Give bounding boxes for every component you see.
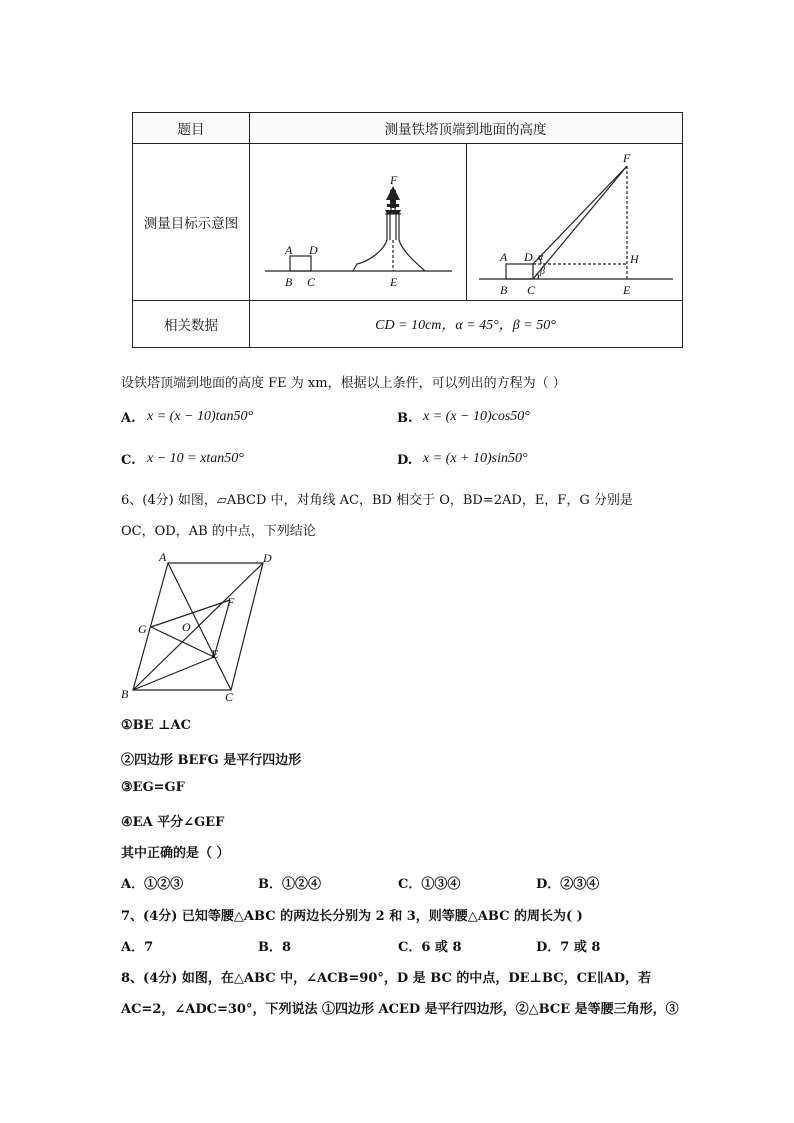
q8-line2: AC=2，∠ADC=30°，下列说法 ①四边形 ACED 是平行四边形，②△BCE 是等腰三角形，③: [121, 1002, 679, 1017]
q5-option-c: x − 10 = xtan50°: [147, 451, 244, 466]
q6-line2: OC，OD，AB 的中点，下列结论: [121, 524, 316, 539]
fig2-label-C: C: [527, 283, 536, 297]
q6-option-a: A．①②③: [121, 877, 184, 892]
q6-statement-1: ①BE ⊥AC: [121, 718, 191, 733]
q7-option-d: D．7 或 8: [536, 940, 601, 955]
fig1-label-C: C: [307, 275, 316, 289]
fig-label-A: A: [159, 550, 167, 564]
table-header-row: [133, 113, 682, 144]
fig2-label-alpha: α: [538, 252, 544, 263]
q5-stem: 设铁塔顶端到地面的高度 FE 为 xm，根据以上条件，可以列出的方程为（ ）: [121, 376, 566, 391]
tower-sketch-figure: [249, 144, 466, 301]
fig-label-B: B: [121, 687, 129, 701]
fig1-label-E: E: [390, 275, 398, 289]
fig-label-C: C: [225, 690, 234, 704]
fig1-label-F: F: [390, 173, 398, 187]
measurement-table: [132, 112, 683, 348]
q7-stem: 7、(4分) 已知等腰△ABC 的两边长分别为 2 和 3，则等腰△ABC 的周长为( ): [121, 909, 583, 924]
fig2-label-E: E: [623, 283, 631, 297]
q5-option-a-label: A.: [121, 411, 136, 426]
fig-label-D: D: [263, 551, 272, 565]
q7-option-a: A．7: [121, 940, 154, 955]
q6-ask: 其中正确的是（ ）: [121, 846, 230, 861]
q5-option-d: x = (x + 10)sin50°: [423, 451, 528, 466]
fig-label-O: O: [182, 620, 191, 634]
q5-option-d-label: D.: [397, 453, 413, 468]
fig-label-G: G: [138, 622, 147, 636]
data-label-cell: 相关数据: [133, 301, 250, 347]
table-diagram-row: [133, 144, 682, 301]
q7-option-c: C．6 或 8: [398, 940, 462, 955]
q8-line1: 8、(4分) 如图，在△ABC 中，∠ACB=90°，D 是 BC 的中点，DE⊥BC，CE∥AD，若: [121, 971, 652, 986]
data-value-cell: CD = 10cm，α = 45°，β = 50°: [375, 318, 556, 333]
table-data-row: [133, 301, 682, 347]
fig2-label-B: B: [500, 283, 508, 297]
fig2-label-beta: β: [540, 266, 545, 277]
header-title-cell: 测量铁塔顶端到地面的高度: [384, 122, 547, 138]
q6-line1: 6、(4分) 如图，▱ABCD 中，对角线 AC，BD 相交于 O，BD=2AD，E，F，G 分别是: [121, 493, 633, 508]
q7-option-b: B．8: [258, 940, 292, 955]
header-label-cell: 题目: [133, 113, 250, 143]
q5-option-c-label: C.: [121, 453, 136, 468]
q5-option-b-label: B.: [397, 411, 413, 426]
q6-statement-3: ③EG=GF: [121, 780, 185, 795]
q6-option-d: D．②③④: [536, 877, 600, 892]
parallelogram-figure: [115, 548, 285, 708]
fig-label-E: E: [211, 647, 219, 661]
angle-diagram-figure: [467, 144, 683, 301]
q6-statement-2: ②四边形 BEFG 是平行四边形: [121, 753, 302, 768]
fig2-label-A: A: [500, 250, 508, 264]
q6-statement-4: ④EA 平分∠GEF: [121, 815, 225, 830]
q6-option-b: B．①②④: [258, 877, 321, 892]
fig-label-F: F: [227, 595, 235, 609]
fig1-label-A: A: [285, 243, 293, 257]
fig2-label-D: D: [524, 250, 533, 264]
diagram-label-cell: 测量目标示意图: [133, 144, 250, 300]
q6-option-c: C．①③④: [398, 877, 461, 892]
fig2-label-H: H: [630, 252, 639, 266]
q5-option-b: x = (x − 10)cos50°: [423, 409, 530, 424]
fig1-label-B: B: [285, 275, 293, 289]
fig1-label-D: D: [309, 243, 318, 257]
fig2-label-F: F: [623, 151, 631, 165]
q5-option-a: x = (x − 10)tan50°: [147, 409, 254, 424]
